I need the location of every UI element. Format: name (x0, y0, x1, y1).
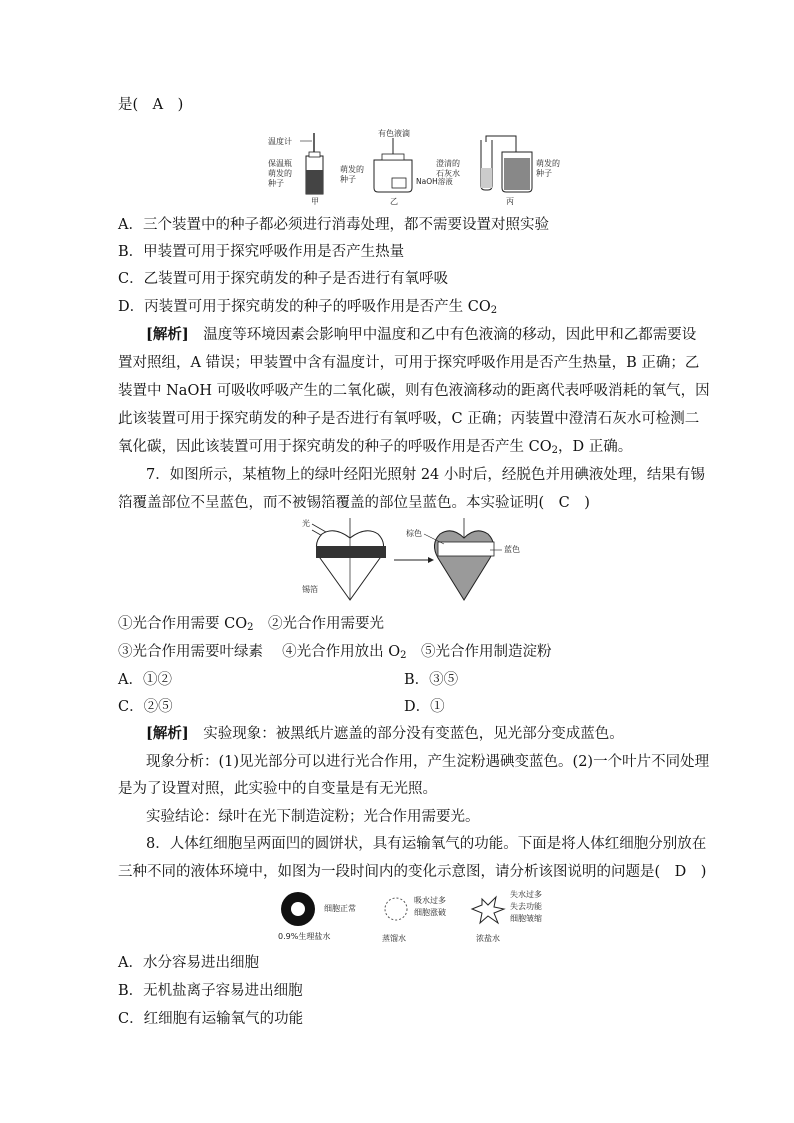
label-shrink-3: 细胞皱缩 (510, 914, 542, 923)
label-seeds-a-1: 萌发的 (268, 169, 292, 178)
label-seeds-a-2: 种子 (268, 179, 284, 188)
q6-analysis-line-1: [解析] 温度等环境因素会影响甲中温度和乙中有色液滴的移动，因此甲和乙都需要设 (146, 326, 697, 343)
label-brine: 浓盐水 (476, 934, 500, 943)
q6-analysis-line-5: 氧化碳，因此该装置可用于探究萌发的种子的呼吸作用是否产生 $CO_2$，D 正确。 (118, 439, 633, 456)
label-brown: 棕色 (406, 529, 422, 538)
q8-cell-figure (276, 887, 556, 945)
q8-option-b: B．无机盐离子容易进出细胞 (118, 983, 303, 999)
label-swell-2: 细胞涨破 (414, 908, 446, 917)
q7-analysis-4: 实验结论：绿叶在光下制造淀粉；光合作用需要光。 (146, 809, 480, 825)
label-thermos: 保温瓶 (268, 159, 292, 168)
q6-apparatus-figure (266, 129, 560, 206)
label-limewater-1: 澄清的 (436, 159, 460, 168)
q7-stem-line-1: 7．如图所示，某植物上的绿叶经阳光照射 24 小时后，经脱色并用碘液处理，结果有锡 (146, 467, 705, 483)
q7-statements-2: ③光合作用需要叶绿素 ④光合作用放出 $O_2$ ⑤光合作用制造淀粉 (118, 644, 552, 661)
q6-option-b: B．甲装置可用于探究呼吸作用是否产生热量 (118, 244, 405, 260)
q7-statements-1: ①光合作用需要 $CO_2$ ②光合作用需要光 (118, 616, 384, 633)
label-dye: 有色液滴 (378, 129, 410, 138)
q7-option-d: D．① (404, 699, 445, 715)
q8-stem-line-2: 三种不同的液体环境中，如图为一段时间内的变化示意图，请分析该图说明的问题是( D ) (118, 864, 707, 880)
label-normal: 细胞正常 (324, 904, 356, 913)
q7-leaf-figure (298, 514, 534, 604)
q7-stem-line-2: 箔覆盖部位不呈蓝色，而不被锡箔覆盖的部位呈蓝色。本实验证明( C ) (118, 495, 590, 511)
label-seeds-b-2: 种子 (340, 175, 356, 184)
label-naoh: NaOH溶液 (416, 177, 453, 186)
q6-analysis-line-3: 装置中 NaOH 可吸收呼吸产生的二氧化碳，则有色液滴移动的距离代表呼吸消耗的氧气，因 (118, 383, 710, 399)
label-yi: 乙 (390, 197, 398, 206)
q7-option-b: B．③⑤ (404, 672, 459, 688)
label-light: 光 (302, 519, 310, 528)
label-swell-1: 吸水过多 (414, 896, 446, 905)
q6-option-d: D．丙装置可用于探究萌发的种子的呼吸作用是否产生 $CO_2$ (118, 299, 498, 316)
label-limewater-2: 石灰水 (436, 169, 460, 178)
label-shrink-1: 失水过多 (510, 890, 542, 899)
label-jia: 甲 (311, 197, 319, 206)
q8-stem-line-1: 8．人体红细胞呈两面凹的圆饼状，具有运输氧气的功能。下面是将人体红细胞分别放在 (146, 836, 707, 852)
q7-option-a: A．①② (118, 672, 172, 688)
label-blue: 蓝色 (504, 545, 520, 554)
label-saline: 0.9%生理盐水 (278, 932, 331, 941)
label-seeds-c-1: 萌发的 (536, 159, 560, 168)
q6-option-a: A．三个装置中的种子都必须进行消毒处理，都不需要设置对照实验 (118, 217, 549, 233)
q7-analysis-3: 是为了设置对照，此实验中的自变量是有无光照。 (118, 781, 437, 797)
q7-analysis-2: 现象分析：(1)见光部分可以进行光合作用，产生淀粉遇碘变蓝色。(2)一个叶片不同处理 (146, 754, 710, 770)
q8-option-a: A．水分容易进出细胞 (118, 955, 259, 971)
label-seeds-b-1: 萌发的 (340, 165, 364, 174)
label-shrink-2: 失去功能 (510, 902, 542, 911)
label-foil: 锡箔 (302, 585, 318, 594)
q6-stem-tail: 是( A ) (118, 97, 184, 113)
label-bing: 丙 (506, 197, 514, 206)
q6-analysis-line-4: 此该装置可用于探究萌发的种子是否进行有氧呼吸，C 正确；丙装置中澄清石灰水可检测二 (118, 411, 700, 427)
label-seeds-c-2: 种子 (536, 169, 552, 178)
label-thermometer: 温度计 (268, 137, 292, 146)
q7-option-c: C．②⑤ (118, 699, 173, 715)
label-water: 蒸馏水 (382, 934, 406, 943)
q8-option-c: C．红细胞有运输氧气的功能 (118, 1011, 304, 1027)
q6-analysis-line-2: 置对照组，A 错误；甲装置中含有温度计，可用于探究呼吸作用是否产生热量，B 正确；乙 (118, 355, 700, 371)
q7-analysis-1: [解析] 实验现象：被黑纸片遮盖的部分没有变蓝色，见光部分变成蓝色。 (146, 725, 624, 742)
q6-option-c: C．乙装置可用于探究萌发的种子是否进行有氧呼吸 (118, 271, 449, 287)
